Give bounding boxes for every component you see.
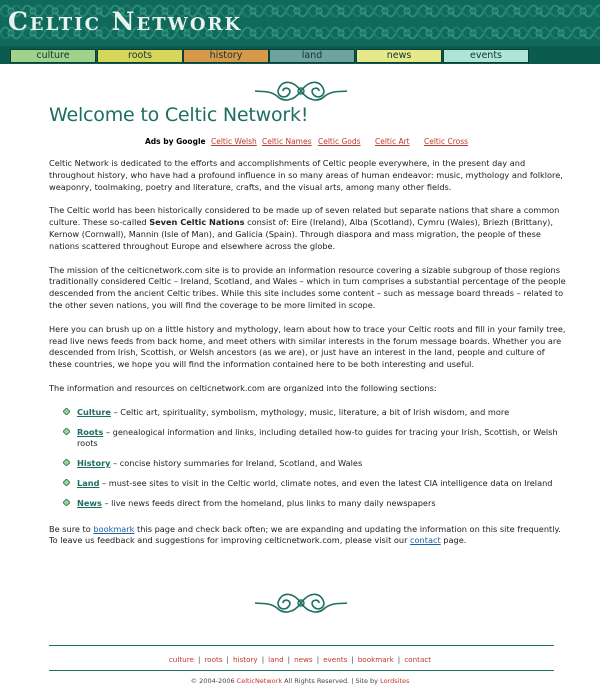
nations-paragraph: The Celtic world has been historically considered to be made up of seven related but separate nations that share a common culture. These so-called Seven Celtic Nations consist of: Eire (Ireland), Alba (Scotland), Cymru (Wales), Briezh (Brittany), Kernow (Cornwall), Mannin (Isle of Man), and Galicia (Spain). Through diaspora and mass migration, the people of these nations scattered throughout Europe and elsewhere across the globe. xyxy=(49,205,560,251)
footer-link-contact[interactable]: contact xyxy=(404,655,432,664)
section-link-history[interactable]: History xyxy=(77,458,111,469)
list-item xyxy=(63,458,569,470)
ads-by-google[interactable]: Ads by Google xyxy=(145,137,206,146)
closing-paragraph: Be sure to bookmark this page and check back often; we are expanding and updating the information on this site frequently. To leave us feedback and suggestions for improving celticnetwork.com, please visit our contact page. xyxy=(49,523,561,546)
ad-link[interactable]: Celtic Welsh xyxy=(211,137,257,146)
tab-history[interactable]: history xyxy=(183,49,269,63)
site-logo[interactable]: Celtic Network xyxy=(8,7,243,36)
list-item xyxy=(63,427,569,451)
celtic-ornament-icon xyxy=(253,78,349,104)
tab-roots[interactable]: roots xyxy=(97,49,183,63)
footer-link-roots[interactable]: roots xyxy=(204,655,223,664)
section-desc: – genealogical information and links, including detailed how-to guides for tracing your Irish, Scottish, or Welsh roots xyxy=(77,426,558,449)
brushup-paragraph: Here you can brush up on a little history and mythology, learn about how to trace your Celtic roots and fill in your family tree, read live news feeds from back home, and meet others with similar interests in the forum message boards. Whether you are descended from Irish, Scottish, or Welsh ancestors (as we are), or just have an interest in the land, people and culture of these countries, we hope you will find the information contained here to be both interesting and useful. xyxy=(49,323,566,370)
footer-link-land[interactable]: land xyxy=(268,655,284,664)
separator: | xyxy=(261,655,265,664)
ad-link[interactable]: Celtic Names xyxy=(262,137,312,146)
section-link-news[interactable]: News xyxy=(77,497,102,508)
mission-paragraph: The mission of the celticnetwork.com site is to provide an information resource covering a sizable subgroup of those regions traditionally considered Celtic – Ireland, Scotland, and Wales – which in turn comprises a substantial percentage of the people descended from the ancient Celtic tribes. While this site includes some content – such as message board threads – related to the other seven nations, you will find the coverage to be more limited in scope. xyxy=(49,264,566,310)
sections-intro: The information and resources on celticnetwork.com are organized into the following sections: xyxy=(49,382,437,393)
diamond-bullet-icon xyxy=(63,408,70,415)
separator: | xyxy=(316,655,320,664)
intro-paragraph: Celtic Network is dedicated to the efforts and accomplishments of Celtic people everywhere, in the present day and throughout history, who have had a profound influence in so many areas of human endeavor: music, mythology and folklore, weaponry, toolmaking, poetry and literature, crafts, and the visual arts, among many other fields. xyxy=(49,158,563,192)
diamond-bullet-icon xyxy=(63,479,70,486)
diamond-bullet-icon xyxy=(63,499,70,506)
footer-nav xyxy=(0,655,600,664)
footer-link-culture[interactable]: culture xyxy=(168,655,194,664)
main-content xyxy=(49,158,569,559)
section-desc: – Celtic art, spirituality, symbolism, mythology, music, literature, a bit of Irish wisdom, and more xyxy=(110,406,510,417)
copyright-site-link[interactable]: CelticNetwork xyxy=(236,677,283,685)
ad-link[interactable]: Celtic Cross xyxy=(424,137,469,146)
list-item xyxy=(63,478,569,490)
tab-culture[interactable]: culture xyxy=(10,49,96,63)
ad-link[interactable]: Celtic Art xyxy=(375,137,410,146)
separator: | xyxy=(197,655,201,664)
copyright: © 2004-2006 CelticNetwork All Rights Reserved. | Site by Lordsites xyxy=(190,677,410,685)
footer-divider xyxy=(49,645,554,646)
footer-link-history[interactable]: history xyxy=(232,655,258,664)
section-desc: – concise history summaries for Ireland, Scotland, and Wales xyxy=(110,458,363,469)
diamond-bullet-icon xyxy=(63,428,70,435)
footer-divider xyxy=(49,670,554,671)
separator: | xyxy=(287,655,291,664)
list-item xyxy=(63,498,569,510)
ad-link[interactable]: Celtic Gods xyxy=(318,137,361,146)
header-banner xyxy=(0,0,600,46)
page-title: Welcome to Celtic Network! xyxy=(49,104,309,126)
section-link-roots[interactable]: Roots xyxy=(77,426,104,437)
author-link[interactable]: Lordsites xyxy=(380,677,410,685)
separator: | xyxy=(351,655,354,664)
footer-link-bookmark[interactable]: bookmark xyxy=(357,655,394,664)
section-desc: – live news feeds direct from the homeland, plus links to many daily newspapers xyxy=(101,497,436,508)
seven-nations-bold: Seven Celtic Nations xyxy=(149,217,245,228)
footer-link-news[interactable]: news xyxy=(294,655,313,664)
separator: | xyxy=(226,655,229,664)
section-link-culture[interactable]: Culture xyxy=(77,406,111,417)
section-desc: – must-see sites to visit in the Celtic world, climate notes, and even the latest CIA intelligence data on Ireland xyxy=(99,477,553,488)
footer-link-events[interactable]: events xyxy=(323,655,348,664)
separator: | xyxy=(397,655,401,664)
celtic-ornament-icon xyxy=(253,590,349,616)
tab-events[interactable]: events xyxy=(443,49,529,63)
section-link-land[interactable]: Land xyxy=(77,477,100,488)
tab-news[interactable]: news xyxy=(356,49,442,63)
tab-land[interactable]: land xyxy=(269,49,355,63)
contact-link[interactable]: contact xyxy=(410,535,441,546)
sections-list xyxy=(49,407,569,510)
diamond-bullet-icon xyxy=(63,459,70,466)
bookmark-link[interactable]: bookmark xyxy=(93,523,135,534)
list-item xyxy=(63,407,569,419)
